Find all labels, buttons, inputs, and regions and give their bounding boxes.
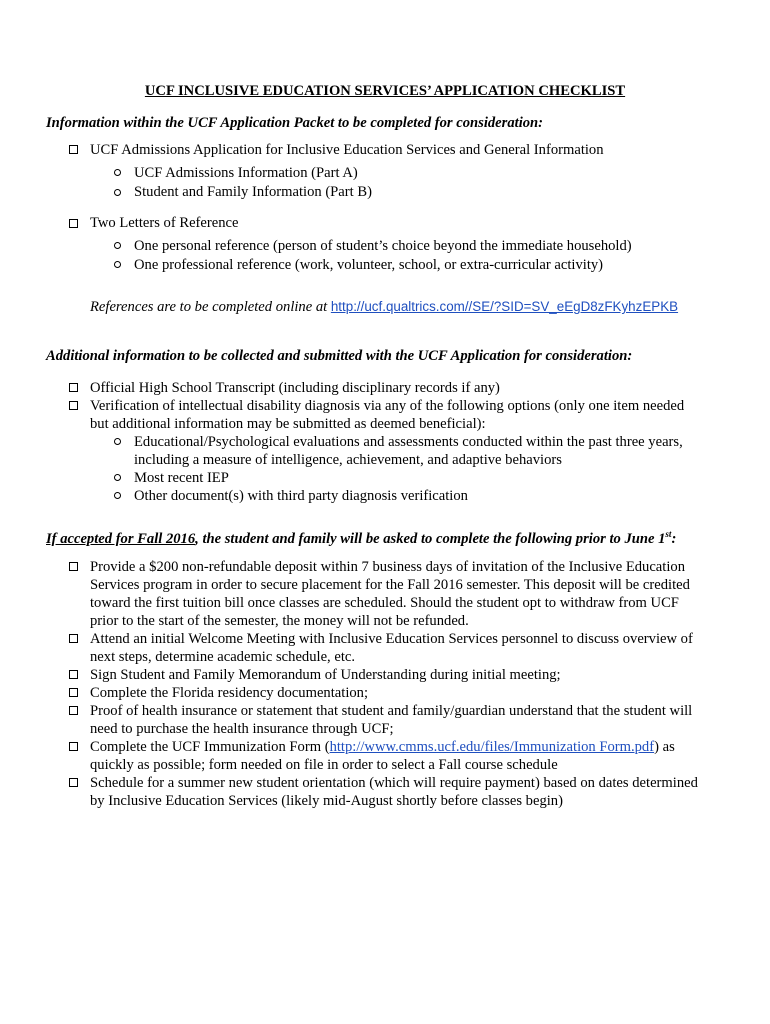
- references-link[interactable]: http://ucf.qualtrics.com//SE/?SID=SV_eEgD8zFKyhzEPKB: [330, 299, 679, 314]
- checkbox-transcript[interactable]: [69, 383, 78, 392]
- checkbox-residency[interactable]: [69, 688, 78, 697]
- bullet-icon: [114, 261, 121, 268]
- bullet-icon: [114, 189, 121, 196]
- item-deposit-line3: toward the first tuition bill once classes are scheduled. Should the student opt to withdraw from UCF: [90, 595, 679, 611]
- section2-heading: Additional information to be collected and submitted with the UCF Application for consideration:: [46, 348, 633, 364]
- item-orientation-line2: by Inclusive Education Services (likely mid-August shortly before classes begin): [90, 793, 563, 809]
- item-welcome-meeting-line1: Attend an initial Welcome Meeting with Inclusive Education Services personnel to discuss overview of: [90, 631, 693, 647]
- checkbox-verification[interactable]: [69, 401, 78, 410]
- references-note-text: References are to be completed online at: [90, 299, 331, 315]
- item-verification-line1: Verification of intellectual disability diagnosis via any of the following options (only one item needed: [90, 398, 685, 414]
- checkbox-letters-of-reference[interactable]: [69, 219, 78, 228]
- checkbox-orientation[interactable]: [69, 778, 78, 787]
- item-deposit-line1: Provide a $200 non-refundable deposit within 7 business days of invitation of the Inclusive Education: [90, 559, 685, 575]
- item-memorandum: Sign Student and Family Memorandum of Understanding during initial meeting;: [90, 667, 561, 683]
- item-transcript: Official High School Transcript (including disciplinary records if any): [90, 380, 500, 396]
- immunization-text: Complete the UCF Immunization Form (: [90, 739, 330, 755]
- item-orientation-line1: Schedule for a summer new student orientation (which will require payment) based on dates determined: [90, 775, 698, 791]
- checkbox-welcome-meeting[interactable]: [69, 634, 78, 643]
- section1-heading: Information within the UCF Application Packet to be completed for consideration:: [46, 115, 544, 131]
- checkbox-health-insurance[interactable]: [69, 706, 78, 715]
- page-title: UCF INCLUSIVE EDUCATION SERVICES’ APPLICATION CHECKLIST: [144, 83, 626, 99]
- bullet-icon: [114, 438, 121, 445]
- section3-heading-end: :: [671, 530, 677, 547]
- bullet-icon: [114, 169, 121, 176]
- bullet-icon: [114, 492, 121, 499]
- bullet-icon: [114, 474, 121, 481]
- sub-item-part-b: Student and Family Information (Part B): [134, 184, 372, 200]
- checkbox-immunization[interactable]: [69, 742, 78, 751]
- item-admissions-application: UCF Admissions Application for Inclusive Education Services and General Information: [90, 142, 604, 158]
- item-deposit-line2: Services program in order to secure placement for the Fall 2016 semester. This deposit will be credited: [90, 577, 690, 593]
- section3-heading-sup: st: [665, 529, 672, 539]
- item-welcome-meeting-line2: next steps, determine academic schedule, etc.: [90, 649, 356, 665]
- section3-heading: [46, 525, 740, 548]
- checkbox-admissions-application[interactable]: [69, 145, 78, 154]
- sub-item-iep: Most recent IEP: [134, 470, 229, 486]
- item-immunization-line2: quickly as possible; form needed on file in order to select a Fall course schedule: [90, 757, 558, 773]
- item-letters-of-reference: Two Letters of Reference: [90, 215, 239, 231]
- immunization-link[interactable]: http://www.cmms.ucf.edu/files/Immunization Form.pdf: [329, 739, 655, 755]
- sub-item-professional-reference: One professional reference (work, volunteer, school, or extra-curricular activity): [134, 257, 604, 273]
- item-health-insurance-line2: need to purchase the health insurance through UCF;: [90, 721, 394, 737]
- section3-heading-term: If accepted for Fall 2016: [46, 530, 196, 547]
- section3-heading-text: , the student and family will be asked to complete the following prior to June 1: [195, 530, 666, 547]
- sub-item-personal-reference: One personal reference (person of student’s choice beyond the immediate household): [134, 238, 632, 254]
- item-residency: Complete the Florida residency documentation;: [90, 685, 369, 701]
- item-deposit-line4: prior to the start of the semester, the money will not be refunded.: [90, 613, 469, 629]
- item-immunization-line1: [90, 738, 675, 756]
- sub-item-evaluations-line1: Educational/Psychological evaluations and assessments conducted within the past three years,: [134, 434, 683, 450]
- item-health-insurance-line1: Proof of health insurance or statement that student and family/guardian understand that the student will: [90, 703, 693, 719]
- sub-item-other-documents: Other document(s) with third party diagnosis verification: [134, 488, 468, 504]
- bullet-icon: [114, 242, 121, 249]
- sub-item-part-a: UCF Admissions Information (Part A): [134, 165, 358, 181]
- references-note: [90, 298, 678, 316]
- item-verification-line2: but additional information may be submitted as deemed beneficial):: [90, 416, 486, 432]
- checkbox-memorandum[interactable]: [69, 670, 78, 679]
- immunization-text-end: ) as: [654, 739, 675, 755]
- sub-item-evaluations-line2: including a measure of intelligence, achievement, and adaptive behaviors: [134, 452, 562, 468]
- checkbox-deposit[interactable]: [69, 562, 78, 571]
